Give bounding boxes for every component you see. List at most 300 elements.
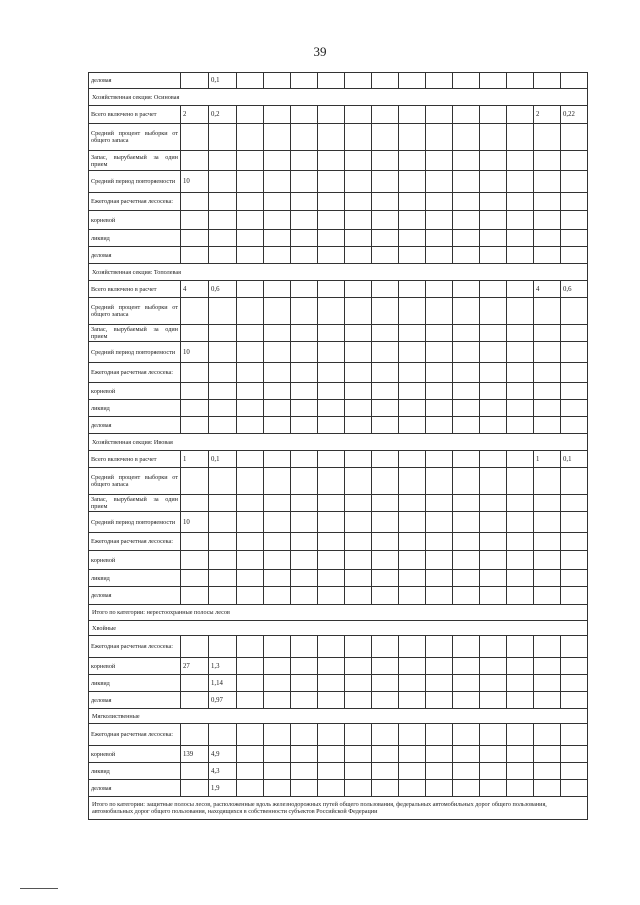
table-cell xyxy=(426,383,453,400)
row-label: ликвид xyxy=(89,230,181,247)
table-cell xyxy=(237,512,264,533)
row-label: Запас, вырубаемый за один прием xyxy=(89,325,181,342)
table-cell xyxy=(453,298,480,325)
table-cell xyxy=(534,533,561,551)
table-cell: 2 xyxy=(181,106,209,124)
table-cell xyxy=(264,675,291,692)
table-cell xyxy=(237,342,264,363)
table-cell xyxy=(181,400,209,417)
table-cell xyxy=(237,325,264,342)
table-cell xyxy=(507,570,534,587)
table-cell xyxy=(237,495,264,512)
table-cell xyxy=(480,106,507,124)
table-cell xyxy=(561,724,588,746)
table-cell xyxy=(291,124,318,151)
table-cell xyxy=(426,106,453,124)
table-cell xyxy=(372,193,399,211)
table-cell xyxy=(264,533,291,551)
table-cell: 4 xyxy=(534,281,561,298)
table-row xyxy=(89,724,588,746)
section-row xyxy=(89,709,588,724)
table-cell xyxy=(237,692,264,709)
table-cell xyxy=(209,570,237,587)
table-cell xyxy=(453,468,480,495)
table-cell xyxy=(318,724,345,746)
table-cell xyxy=(372,636,399,658)
table-cell xyxy=(264,281,291,298)
table-row xyxy=(89,106,588,124)
row-label: Средний период повторяемости xyxy=(89,171,181,193)
table-cell xyxy=(372,171,399,193)
table-cell xyxy=(561,570,588,587)
section-title: Итого по категории: нерестоохранные полосы лесов xyxy=(89,605,588,621)
table-cell xyxy=(345,73,372,89)
table-cell xyxy=(480,692,507,709)
table-cell xyxy=(372,780,399,797)
table-cell xyxy=(507,298,534,325)
table-cell: 4,3 xyxy=(209,763,237,780)
table-cell xyxy=(426,171,453,193)
table-cell xyxy=(507,746,534,763)
table-cell xyxy=(345,342,372,363)
table-cell xyxy=(291,193,318,211)
row-label: Средний процент выборки от общего запаса xyxy=(89,124,181,151)
table-cell xyxy=(291,692,318,709)
table-cell xyxy=(372,363,399,383)
table-cell xyxy=(291,106,318,124)
section-row xyxy=(89,797,588,820)
table-cell xyxy=(561,495,588,512)
table-cell xyxy=(318,193,345,211)
table-cell xyxy=(372,383,399,400)
table-cell xyxy=(507,106,534,124)
table-cell xyxy=(399,570,426,587)
table-cell xyxy=(345,400,372,417)
table-cell xyxy=(561,193,588,211)
table-cell xyxy=(426,342,453,363)
table-cell xyxy=(237,281,264,298)
table-cell xyxy=(453,746,480,763)
table-row xyxy=(89,400,588,417)
table-cell xyxy=(426,512,453,533)
section-title: Итого по категории: защитные полосы лесов, расположенные вдоль железнодорожных путей общего пользования, федеральных автомобильных дорог общего пользования, автомобильных дорог общего пользования, находящихся в собственности субъектов Российской Федерации xyxy=(89,797,588,820)
table-cell xyxy=(264,746,291,763)
row-label: корневой xyxy=(89,211,181,230)
row-label: корневой xyxy=(89,746,181,763)
table-row xyxy=(89,746,588,763)
table-cell xyxy=(561,512,588,533)
table-cell xyxy=(291,451,318,468)
table-cell xyxy=(534,495,561,512)
table-cell: 0,1 xyxy=(209,73,237,89)
table-cell xyxy=(426,151,453,171)
table-cell xyxy=(345,692,372,709)
row-label: деловая xyxy=(89,780,181,797)
table-cell xyxy=(534,551,561,570)
table-cell xyxy=(181,73,209,89)
table-cell xyxy=(453,281,480,298)
table-cell xyxy=(237,247,264,264)
table-cell xyxy=(561,73,588,89)
row-label: корневой xyxy=(89,383,181,400)
table-cell xyxy=(318,780,345,797)
table-cell xyxy=(426,551,453,570)
table-cell xyxy=(426,780,453,797)
table-cell xyxy=(399,451,426,468)
table-cell: 1 xyxy=(534,451,561,468)
table-cell xyxy=(291,230,318,247)
table-cell xyxy=(264,106,291,124)
table-cell xyxy=(209,512,237,533)
table-cell xyxy=(318,171,345,193)
table-cell xyxy=(318,106,345,124)
table-cell xyxy=(318,512,345,533)
table-cell xyxy=(345,512,372,533)
table-cell xyxy=(534,512,561,533)
table-cell xyxy=(237,636,264,658)
row-label: Средний период повторяемости xyxy=(89,342,181,363)
table-cell xyxy=(209,342,237,363)
table-cell xyxy=(453,658,480,675)
table-cell xyxy=(264,73,291,89)
table-cell xyxy=(534,468,561,495)
table-cell xyxy=(372,281,399,298)
table-cell xyxy=(318,342,345,363)
table-row xyxy=(89,171,588,193)
table-cell xyxy=(209,468,237,495)
footer-rule xyxy=(20,888,58,889)
table-cell xyxy=(291,551,318,570)
table-cell xyxy=(399,342,426,363)
table-cell xyxy=(237,298,264,325)
table-cell: 0,2 xyxy=(209,106,237,124)
table-cell xyxy=(372,675,399,692)
table-cell xyxy=(534,325,561,342)
table-row xyxy=(89,193,588,211)
table-cell: 0,97 xyxy=(209,692,237,709)
table-cell xyxy=(426,451,453,468)
table-cell: 1,9 xyxy=(209,780,237,797)
row-label: ликвид xyxy=(89,763,181,780)
table-cell xyxy=(561,247,588,264)
table-cell: 1 xyxy=(181,451,209,468)
row-label: Средний период повторяемости xyxy=(89,512,181,533)
table-cell xyxy=(507,512,534,533)
table-cell xyxy=(534,636,561,658)
table-cell xyxy=(209,551,237,570)
table-cell xyxy=(399,724,426,746)
table-cell xyxy=(264,342,291,363)
table-cell xyxy=(345,247,372,264)
table-cell: 10 xyxy=(181,512,209,533)
table-cell xyxy=(291,780,318,797)
row-label: деловая xyxy=(89,587,181,605)
table-row xyxy=(89,230,588,247)
table-cell xyxy=(237,124,264,151)
row-label: Ежегодная расчетная лесосека: xyxy=(89,193,181,211)
table-cell xyxy=(372,533,399,551)
table-cell xyxy=(181,724,209,746)
table-cell xyxy=(426,570,453,587)
table-cell xyxy=(372,658,399,675)
row-label: деловая xyxy=(89,417,181,434)
table-cell xyxy=(480,383,507,400)
table-cell xyxy=(534,363,561,383)
table-cell xyxy=(291,417,318,434)
table-cell xyxy=(399,675,426,692)
table-cell xyxy=(534,400,561,417)
row-label: Средний процент выборки от общего запаса xyxy=(89,468,181,495)
table-cell xyxy=(507,363,534,383)
table-cell xyxy=(534,658,561,675)
row-label: Ежегодная расчетная лесосека: xyxy=(89,724,181,746)
table-cell xyxy=(426,363,453,383)
table-cell xyxy=(426,763,453,780)
table-cell xyxy=(345,658,372,675)
table-cell xyxy=(399,106,426,124)
table-cell xyxy=(372,417,399,434)
table-cell xyxy=(372,230,399,247)
table-cell xyxy=(345,724,372,746)
table-cell xyxy=(264,151,291,171)
table-cell xyxy=(426,400,453,417)
table-cell xyxy=(209,151,237,171)
table-row xyxy=(89,512,588,533)
table-cell xyxy=(507,495,534,512)
table-cell xyxy=(181,325,209,342)
table-cell xyxy=(453,193,480,211)
table-cell xyxy=(426,193,453,211)
table-cell xyxy=(291,533,318,551)
table-row xyxy=(89,451,588,468)
table-cell xyxy=(237,724,264,746)
table-row xyxy=(89,587,588,605)
table-cell xyxy=(480,151,507,171)
table-cell xyxy=(507,724,534,746)
page-number: 39 xyxy=(313,44,327,59)
table-cell xyxy=(345,171,372,193)
table-cell xyxy=(209,230,237,247)
table-cell xyxy=(480,363,507,383)
table-cell xyxy=(534,73,561,89)
table-cell: 2 xyxy=(534,106,561,124)
table-cell xyxy=(480,780,507,797)
table-cell xyxy=(291,570,318,587)
table-cell xyxy=(291,512,318,533)
table-cell xyxy=(453,230,480,247)
table-cell xyxy=(507,124,534,151)
table-cell xyxy=(345,451,372,468)
table-cell xyxy=(318,746,345,763)
table-cell xyxy=(480,230,507,247)
table-cell xyxy=(345,124,372,151)
table-cell xyxy=(264,495,291,512)
table-cell xyxy=(399,247,426,264)
table-cell xyxy=(453,495,480,512)
table-cell xyxy=(181,780,209,797)
table-cell xyxy=(561,587,588,605)
table-cell xyxy=(209,247,237,264)
table-cell xyxy=(480,73,507,89)
table-cell xyxy=(372,298,399,325)
table-cell xyxy=(453,211,480,230)
table-row xyxy=(89,468,588,495)
table-cell xyxy=(318,495,345,512)
table-cell xyxy=(318,151,345,171)
table-cell xyxy=(345,763,372,780)
table-cell xyxy=(209,417,237,434)
table-cell xyxy=(399,363,426,383)
table-cell xyxy=(507,468,534,495)
table-cell xyxy=(507,400,534,417)
table-cell xyxy=(237,658,264,675)
table-cell xyxy=(264,417,291,434)
table-cell xyxy=(209,193,237,211)
table-cell xyxy=(507,211,534,230)
table-cell xyxy=(372,746,399,763)
table-cell xyxy=(318,230,345,247)
table-cell xyxy=(399,533,426,551)
section-title: Хозяйственная секция: Осиновая xyxy=(89,89,588,106)
table-cell xyxy=(345,495,372,512)
table-cell xyxy=(480,298,507,325)
table-cell xyxy=(264,298,291,325)
table-cell: 4 xyxy=(181,281,209,298)
row-label: Всего включено в расчет xyxy=(89,106,181,124)
table-cell xyxy=(209,298,237,325)
table-cell xyxy=(426,211,453,230)
table-cell xyxy=(209,325,237,342)
table-cell xyxy=(181,151,209,171)
table-cell xyxy=(318,587,345,605)
table-cell xyxy=(453,763,480,780)
table-cell xyxy=(453,724,480,746)
table-cell xyxy=(237,451,264,468)
table-cell xyxy=(453,342,480,363)
table-cell xyxy=(507,675,534,692)
table-cell xyxy=(237,383,264,400)
table-cell xyxy=(372,570,399,587)
table-cell xyxy=(426,230,453,247)
table-cell xyxy=(291,73,318,89)
table-cell xyxy=(318,247,345,264)
table-cell xyxy=(372,400,399,417)
table-cell xyxy=(181,363,209,383)
table-cell xyxy=(399,193,426,211)
table-cell xyxy=(426,417,453,434)
table-cell xyxy=(480,675,507,692)
table-cell xyxy=(372,495,399,512)
table-cell xyxy=(181,763,209,780)
table-cell xyxy=(453,570,480,587)
table-cell xyxy=(209,724,237,746)
table-cell xyxy=(399,551,426,570)
table-cell xyxy=(264,383,291,400)
table-cell xyxy=(372,724,399,746)
table-cell: 0,1 xyxy=(209,451,237,468)
table-cell xyxy=(426,724,453,746)
section-row xyxy=(89,621,588,636)
table-cell xyxy=(507,417,534,434)
table-cell xyxy=(291,211,318,230)
table-cell xyxy=(318,383,345,400)
table-cell xyxy=(345,468,372,495)
table-cell xyxy=(237,417,264,434)
table-cell xyxy=(561,675,588,692)
table-cell xyxy=(453,780,480,797)
table-cell xyxy=(291,400,318,417)
table-row xyxy=(89,247,588,264)
table-cell xyxy=(399,325,426,342)
table-cell xyxy=(291,587,318,605)
table-cell xyxy=(561,171,588,193)
table-cell xyxy=(426,468,453,495)
table-cell xyxy=(291,298,318,325)
table-cell xyxy=(426,746,453,763)
table-cell xyxy=(318,417,345,434)
table-cell xyxy=(318,533,345,551)
table-row xyxy=(89,675,588,692)
table-cell xyxy=(291,763,318,780)
table-cell xyxy=(181,495,209,512)
table-cell xyxy=(291,281,318,298)
table-cell xyxy=(209,171,237,193)
table-cell xyxy=(209,495,237,512)
table-row xyxy=(89,763,588,780)
table-cell xyxy=(372,551,399,570)
table-cell xyxy=(345,151,372,171)
table-row xyxy=(89,417,588,434)
table-cell xyxy=(561,230,588,247)
table-cell xyxy=(480,451,507,468)
table-cell xyxy=(507,342,534,363)
table-cell xyxy=(318,298,345,325)
table-cell xyxy=(480,281,507,298)
row-label: Всего включено в расчет xyxy=(89,451,181,468)
table-cell xyxy=(372,342,399,363)
table-cell xyxy=(561,400,588,417)
table-cell xyxy=(507,325,534,342)
table-cell xyxy=(561,692,588,709)
table-cell: 4,9 xyxy=(209,746,237,763)
table-cell xyxy=(534,692,561,709)
table-cell xyxy=(209,383,237,400)
table-cell xyxy=(507,451,534,468)
section-title: Мягколиственные xyxy=(89,709,588,724)
table-cell xyxy=(264,124,291,151)
table-cell xyxy=(264,230,291,247)
table-cell xyxy=(399,298,426,325)
table-cell xyxy=(453,587,480,605)
table-cell xyxy=(426,587,453,605)
table-cell xyxy=(237,551,264,570)
row-label: корневой xyxy=(89,551,181,570)
table-cell xyxy=(453,325,480,342)
table-cell xyxy=(291,383,318,400)
table-cell xyxy=(237,193,264,211)
table-cell xyxy=(480,325,507,342)
table-cell xyxy=(561,363,588,383)
table-cell xyxy=(345,363,372,383)
table-row xyxy=(89,495,588,512)
table-cell xyxy=(399,73,426,89)
table-cell xyxy=(561,342,588,363)
table-cell xyxy=(372,151,399,171)
table-cell xyxy=(345,587,372,605)
table-cell xyxy=(453,551,480,570)
table-cell xyxy=(264,636,291,658)
table-cell xyxy=(534,342,561,363)
